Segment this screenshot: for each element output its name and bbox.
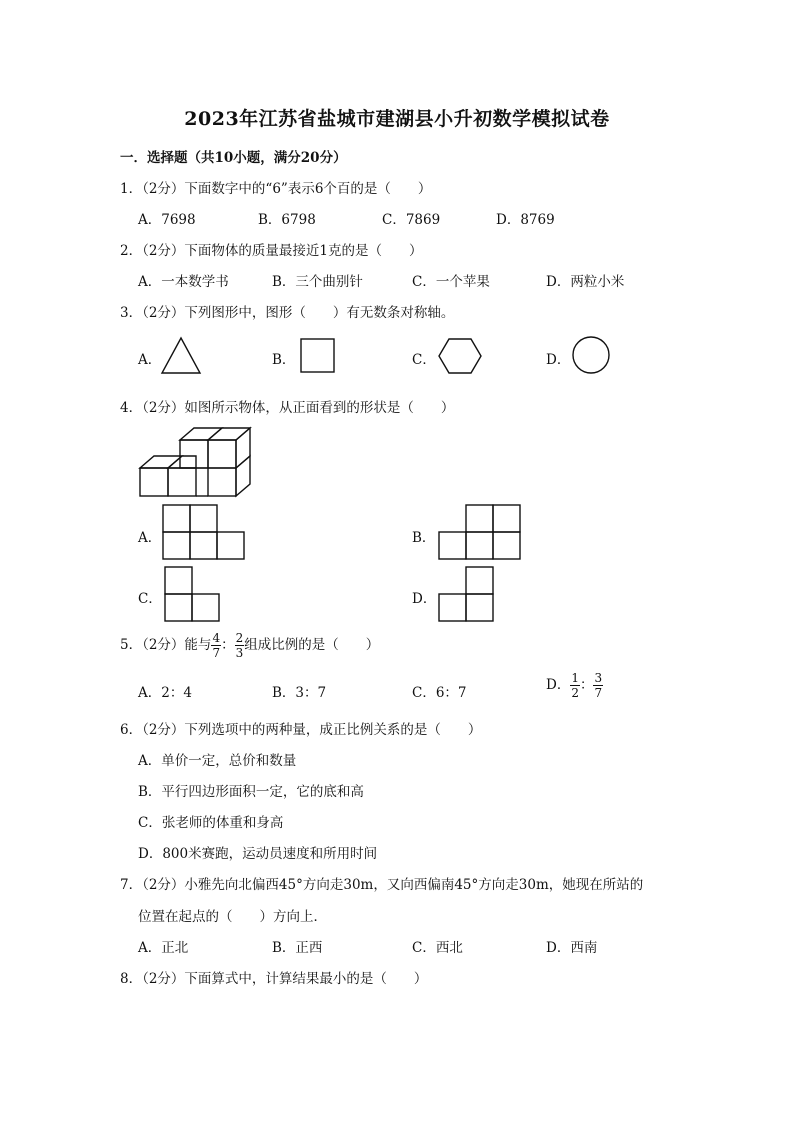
question-1-stem: 1．（2分）下面数字中的“6”表示6个百的是（ ） xyxy=(120,181,432,197)
triangle-icon xyxy=(160,336,202,376)
question-7-option-d: D．西南 xyxy=(546,940,598,956)
question-6-stem: 6．（2分）下列选项中的两种量，成正比例关系的是（ ） xyxy=(120,722,482,738)
section-heading: 一．选择题（共10小题，满分20分） xyxy=(120,150,347,166)
question-4-option-a: A． xyxy=(138,530,162,546)
question-3-option-d: D． xyxy=(546,352,571,368)
cube-stack-figure xyxy=(138,424,254,500)
front-view-option-b xyxy=(438,504,524,562)
square-icon xyxy=(300,338,336,374)
front-view-option-a xyxy=(162,504,248,562)
question-1-option-d: D．8769 xyxy=(496,212,555,228)
question-3-option-b: B． xyxy=(272,352,296,368)
question-8-stem: 8．（2分）下面算式中，计算结果最小的是（ ） xyxy=(120,971,428,987)
question-2-option-b: B．三个曲别针 xyxy=(272,274,363,290)
question-6-option-b: B．平行四边形面积一定，它的底和高 xyxy=(138,784,364,800)
question-7-stem-line-2: 位置在起点的（ ）方向上． xyxy=(138,909,327,925)
question-1-option-c: C．7869 xyxy=(382,212,441,228)
question-4-stem: 4．（2分）如图所示物体，从正面看到的形状是（ ） xyxy=(120,400,455,416)
question-3-stem: 3．（2分）下列图形中，图形（ ）有无数条对称轴。 xyxy=(120,305,455,321)
fraction-four-sevenths: $\frac{4}{7}$ xyxy=(212,631,221,660)
question-4-option-c: C． xyxy=(138,591,162,607)
question-2-option-a: A．一本数学书 xyxy=(138,274,229,290)
question-3-option-c: C． xyxy=(412,352,436,368)
question-7-option-b: B．正西 xyxy=(272,940,323,956)
question-2-stem: 2．（2分）下面物体的质量最接近1克的是（ ） xyxy=(120,243,423,259)
question-5-stem-suffix: 组成比例的是（ ） xyxy=(244,637,380,653)
question-7-stem-line-1: 7．（2分）小雅先向北偏西45°方向走30m，又向西偏南45°方向走30m，她现在所站的 xyxy=(120,877,644,893)
question-4-option-b: B． xyxy=(412,530,436,546)
question-2-option-c: C．一个苹果 xyxy=(412,274,490,290)
question-2-option-d: D．两粒小米 xyxy=(546,274,625,290)
question-6-option-a: A．单价一定，总价和数量 xyxy=(138,753,297,769)
question-5-option-a: A．2：4 xyxy=(138,685,192,701)
question-1-option-b: B．6798 xyxy=(258,212,316,228)
fraction-three-sevenths: $\frac{3}{7}$ xyxy=(594,671,603,700)
question-5-stem xyxy=(120,632,379,659)
question-3-option-a: A． xyxy=(138,352,162,368)
question-5-option-d: D． $\frac{1}{2}$ ： $\frac{3}{7}$ xyxy=(546,671,603,700)
page-title: 2023年江苏省盐城市建湖县小升初数学模拟试卷 xyxy=(184,108,610,130)
question-7-option-a: A．正北 xyxy=(138,940,189,956)
front-view-option-d xyxy=(438,566,496,624)
question-1-option-a: A．7698 xyxy=(138,212,196,228)
question-7-option-c: C．西北 xyxy=(412,940,463,956)
ratio-colon: ： xyxy=(221,637,235,653)
front-view-option-c xyxy=(164,566,222,624)
question-6-option-d: D．800米赛跑，运动员速度和所用时间 xyxy=(138,846,378,862)
question-6-option-c: C．张老师的体重和身高 xyxy=(138,815,284,831)
question-5-option-b: B．3：7 xyxy=(272,685,327,701)
question-5-stem-prefix: 5．（2分）能与 xyxy=(120,637,212,653)
question-4-option-d: D． xyxy=(412,591,437,607)
hexagon-icon xyxy=(438,338,482,374)
question-5-option-c: C．6：7 xyxy=(412,685,467,701)
fraction-two-thirds: $\frac{2}{3}$ xyxy=(235,631,244,660)
circle-icon xyxy=(572,336,612,376)
fraction-one-half: $\frac{1}{2}$ xyxy=(571,671,579,700)
